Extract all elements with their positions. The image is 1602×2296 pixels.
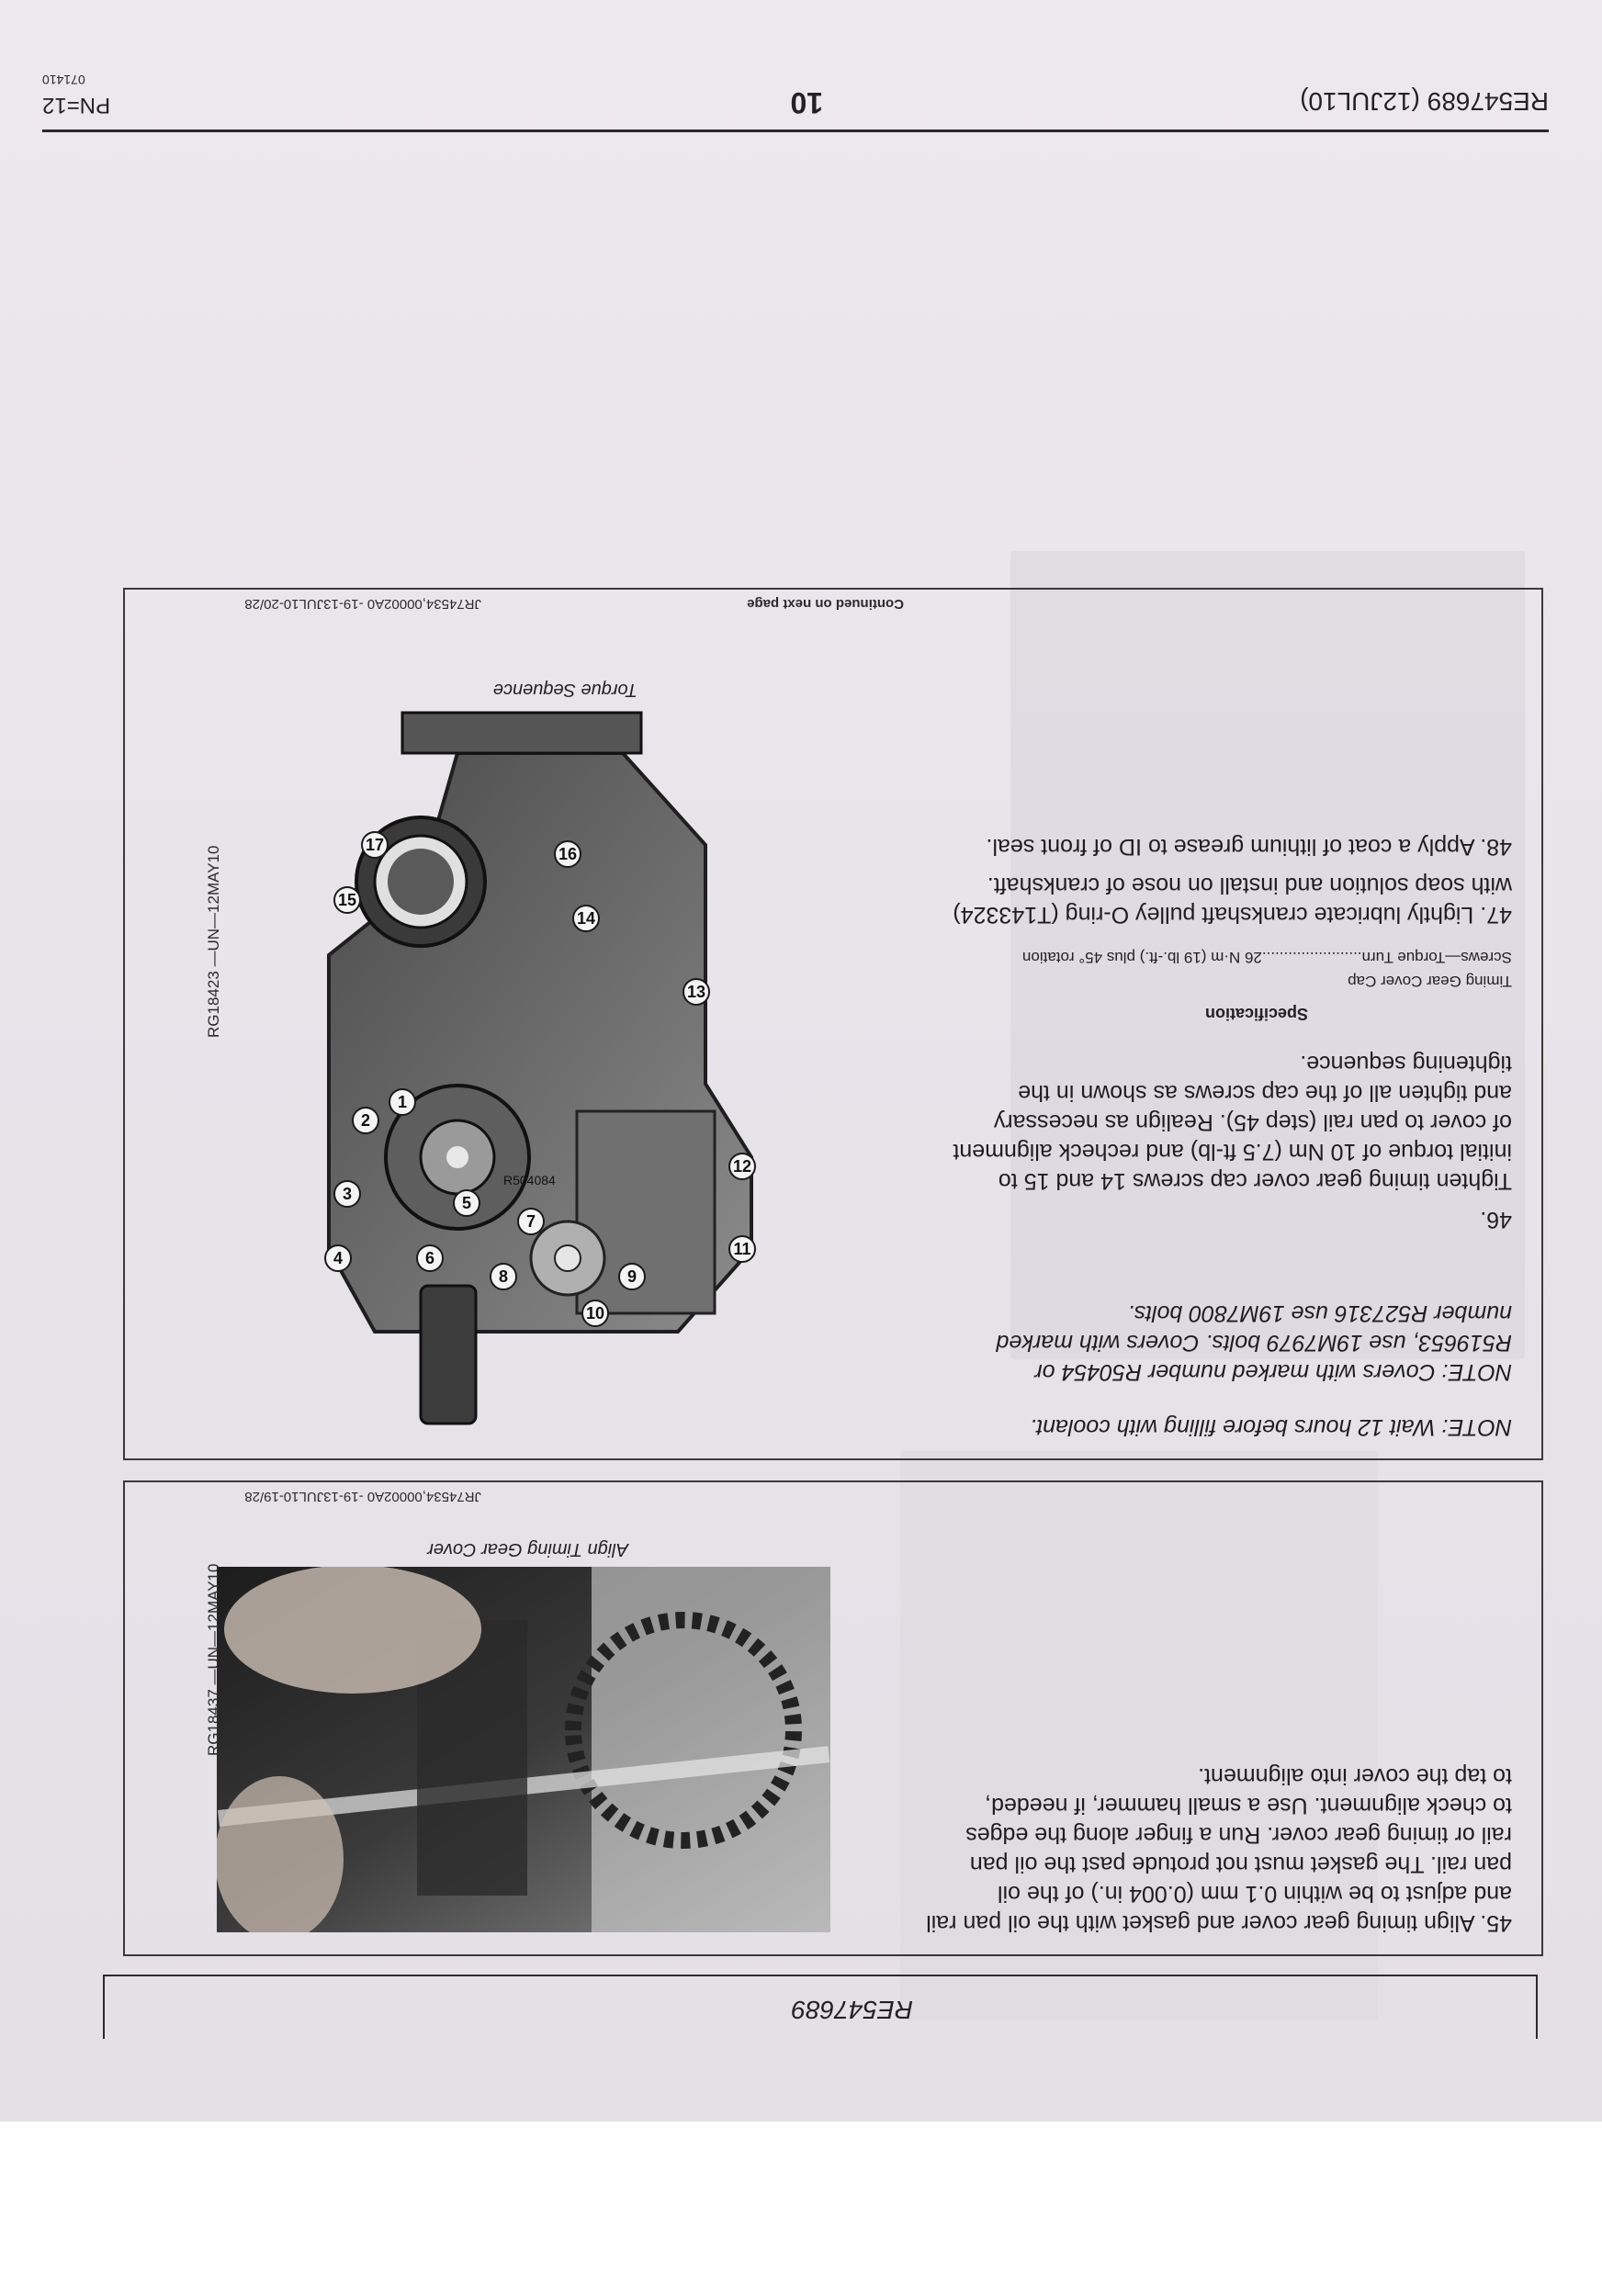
- svg-text:5: 5: [461, 1194, 472, 1212]
- svg-text:8: 8: [498, 1267, 509, 1286]
- callout-16: [555, 841, 581, 867]
- svg-text:17: 17: [365, 836, 385, 854]
- svg-text:16: 16: [558, 845, 578, 863]
- callout-17: [362, 832, 388, 858]
- callout-7: [518, 1209, 544, 1234]
- callout-15: [334, 887, 360, 913]
- callout-3: [334, 1181, 360, 1207]
- svg-text:4: 4: [333, 1249, 344, 1267]
- running-header: [42, 59, 1549, 132]
- svg-text:3: 3: [342, 1185, 353, 1203]
- svg-text:2: 2: [360, 1111, 371, 1130]
- svg-text:11: 11: [733, 1240, 751, 1258]
- svg-text:13: 13: [686, 983, 706, 1001]
- callout-11: [729, 1236, 755, 1262]
- continued-note: Continued on next page: [747, 596, 904, 612]
- spec-value: Screws—Torque Turn.......................26 N·m (19 lb.-ft.) plus 45° rotation: [1021, 949, 1512, 966]
- svg-text:12: 12: [732, 1157, 752, 1176]
- callout-2: [353, 1108, 378, 1133]
- page-pn: PN=12: [42, 93, 111, 118]
- figure-id-1: RG18437 —UN—12MAY10: [205, 1563, 222, 1756]
- torque-sequence-diagram: [237, 707, 807, 1433]
- banner-title: RE547689: [791, 1996, 913, 2024]
- note-bolts: NOTE: Covers with marked number R50454 or R519653, use 19M7979 bolts. Covers with marked number R527316 use 19M7800 bolts.: [996, 1300, 1512, 1385]
- callout-4: [325, 1245, 351, 1271]
- step-46-text: Tighten timing gear cover cap screws 14 and 15 to initial torque of 10 Nm (7.5 ft-lb) and recheck alignment of cover to pan rail (step 45). Realign as necessary and tighten all of the cap screws as shown in the tightening sequence.: [953, 1051, 1512, 1194]
- spec-item: Timing Gear Cover Cap: [1348, 973, 1512, 990]
- callout-10: [582, 1300, 608, 1326]
- callout-8: [491, 1264, 516, 1289]
- step-46-number: 46.: [1480, 1207, 1512, 1232]
- doc-ref: RE547689 (12JUL10): [1300, 87, 1549, 116]
- align-cover-photo: [217, 1567, 830, 1932]
- svg-text:9: 9: [626, 1267, 637, 1286]
- page-code: 071410: [42, 73, 85, 87]
- callout-1: [389, 1089, 415, 1115]
- figure-id-2: RG18423 —UN—12MAY10: [205, 845, 222, 1038]
- svg-text:1: 1: [397, 1093, 408, 1111]
- callout-13: [683, 979, 709, 1005]
- manual-banner: [103, 1975, 1538, 2039]
- header-rule: [42, 129, 1549, 132]
- step-48-text: 48. Apply a coat of lithium grease to ID of front seal.: [986, 834, 1512, 860]
- svg-text:6: 6: [424, 1249, 435, 1267]
- step-47-text: 47. Lightly lubricate crankshaft pulley O-ring (T143324) with soap solution and install on nose of crankshaft.: [953, 872, 1512, 928]
- callout-9: [619, 1264, 645, 1289]
- callout-6: [417, 1245, 443, 1271]
- svg-text:10: 10: [585, 1304, 605, 1322]
- figure-caption-2: Torque Sequence: [492, 680, 637, 700]
- step-45-text: 45. Align timing gear cover and gasket with the oil pan rail and adjust to be within 0.1 mm (0.004 in.) of the oil pan rail. The gasket must not protude past the oil pan rail or timing gear cover. Run a finger along the edges to check alignment. Use a small hammer, if needed, to tap the cover into alignment.: [926, 1763, 1512, 1936]
- svg-text:14: 14: [576, 909, 596, 928]
- callout-14: [573, 906, 599, 931]
- figure-caption-1: Align Timing Gear Cover: [427, 1539, 628, 1559]
- svg-text:15: 15: [337, 891, 357, 909]
- spec-heading: Specification: [1204, 1005, 1308, 1023]
- svg-text:R504084: R504084: [503, 1173, 556, 1187]
- callout-5: [454, 1190, 479, 1216]
- note-coolant: NOTE: Wait 12 hours before filling with coolant.: [1030, 1414, 1512, 1440]
- footer-ref-1: JR74534,00002A0 -19-13JUL10-19/28: [244, 1489, 481, 1504]
- page-number: 10: [790, 86, 823, 119]
- footer-ref-2: JR74534,00002A0 -19-13JUL10-20/28: [244, 596, 481, 612]
- svg-text:7: 7: [525, 1212, 536, 1231]
- callout-12: [729, 1154, 755, 1179]
